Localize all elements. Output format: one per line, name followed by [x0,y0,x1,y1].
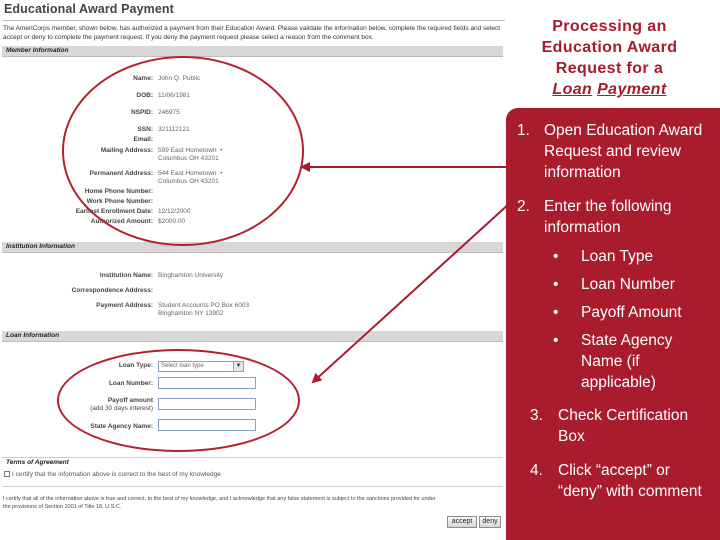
step-4-text: Click “accept” or “deny” with comment [558,462,702,500]
panel-title-payment: Payment [597,81,667,98]
loan-type-selected: Select loan type [161,363,204,369]
enrollment-date-value: 12/12/2000 [158,208,191,215]
institution-section-header [2,242,503,253]
panel-title-line3: Request for a [555,60,664,77]
payoff-amount-label: Payoff amount [107,397,153,404]
terms-section-label: Terms of Agreement [6,459,69,466]
step-1-text: Open Education Award Request and review information [544,122,703,181]
bullet-payoff-amount-text: Payoff Amount [581,304,682,321]
bullet-state-agency-text: State Agency Name (if applicable) [581,332,673,391]
member-row-name [0,74,505,86]
loan-number-input[interactable] [158,377,256,389]
step-2 [517,196,717,240]
permanent-address-value: 544 East Hometown • Columbus OH 43201 [158,170,223,185]
institution-row-correspondence [0,286,505,298]
institution-section-label: Institution Information [6,243,75,250]
mailing-address-label: Mailing Address: [100,147,153,154]
bullet-loan-number-text: Loan Number [581,276,675,293]
nspid-value: 246975 [158,109,180,116]
certify-divider [2,486,503,487]
page-title: Educational Award Payment [4,2,174,16]
step-3-number: 3. [530,407,543,424]
loan-section-header [2,331,503,342]
step-4 [530,460,718,526]
member-row-dob [0,91,505,103]
ssn-value: 321112121 [158,126,190,133]
accept-button[interactable]: accept [447,516,477,528]
bullet-dot-icon: • [553,332,559,349]
loan-type-select[interactable] [158,361,244,372]
loan-section-label: Loan Information [6,332,60,339]
payoff-amount-sublabel: (add 30 days interest) [90,405,153,412]
certification-row [4,471,221,478]
nspid-label: NSPID: [130,109,153,116]
payment-address-value: Student Accounts PO Box 6003 Binghamton NY 13902 [158,302,250,317]
member-row-authorized [0,217,505,229]
member-row-permanent [0,169,505,189]
member-section-label: Member Information [6,47,69,54]
dob-value: 11/06/1981 [158,92,191,99]
authorized-amount-label: Authorized Amount: [90,218,153,225]
institution-name-value: Binghamton University [158,272,224,279]
certification-text: I certify that the information above is correct to the best of my knowledge [12,471,221,478]
bullet-loan-type-text: Loan Type [581,248,654,265]
step-1-number: 1. [517,122,530,139]
authorized-amount-value: $2000.00 [158,218,186,225]
title-divider [2,20,505,21]
permanent-address-label: Permanent Address: [89,170,153,177]
payoff-amount-input[interactable] [158,398,256,410]
work-phone-label: Work Phone Number: [86,198,153,205]
bullet-dot-icon: • [553,304,559,321]
intro-text: The AmeriCorps member, shown below, has authorized a payment from their Education Award. Please validate the information below, complete the required fields and select accept or deny to complete the payment request. If you deny the payment request please select a reason from the comment box. [3,25,501,41]
name-label: Name: [133,75,153,82]
institution-row-payment [0,301,505,321]
dob-label: DOB: [136,92,153,99]
loan-row-type [0,361,505,373]
instructions-panel [506,108,720,540]
mailing-address-value: 599 East Hometown • Columbus OH 43201 [158,147,223,162]
state-agency-label: State Agency Name: [90,423,153,430]
step-2-number: 2. [517,198,530,215]
deny-button[interactable]: deny [479,516,501,528]
panel-title-line4 [507,79,712,100]
correspondence-address-label: Correspondence Address: [71,287,153,294]
panel-title-loan: Loan [552,81,593,98]
member-section-header [2,46,503,57]
panel-title-line2: Education Award [541,39,678,56]
step-2-text: Enter the following information [544,198,672,236]
payment-address-label: Payment Address: [96,302,153,309]
legal-text: I certify that all of the information above is true and correct, to the best of my knowledge, and I acknowledge that any false statement is subject to the sanctions provided for under the provisions of Section 1001 of Title 18, U.S.C. [3,496,436,510]
panel-title-line1: Processing an [552,18,667,35]
bullet-dot-icon: • [553,248,559,265]
home-phone-label: Home Phone Number: [84,188,153,195]
step-3 [530,405,718,449]
enrollment-date-label: Earliest Enrollment Date: [75,208,153,215]
step-3-text: Check Certification Box [558,407,689,445]
loan-type-label: Loan Type: [118,362,153,369]
certification-checkbox[interactable] [4,471,10,477]
member-row-nspid [0,108,505,120]
ssn-label: SSN: [137,126,153,133]
member-row-mailing [0,146,505,166]
state-agency-input[interactable] [158,419,256,431]
step-1 [517,120,717,186]
institution-name-label: Institution Name: [99,272,153,279]
panel-title [507,16,712,100]
institution-row-name [0,271,505,283]
bullet-dot-icon: • [553,276,559,293]
terms-divider [2,457,503,458]
loan-number-label: Loan Number: [108,380,153,387]
chevron-down-icon[interactable]: ▼ [233,362,243,371]
email-label: Email: [133,136,153,143]
step-4-number: 4. [530,462,543,479]
name-value: John Q. Public [158,75,201,82]
